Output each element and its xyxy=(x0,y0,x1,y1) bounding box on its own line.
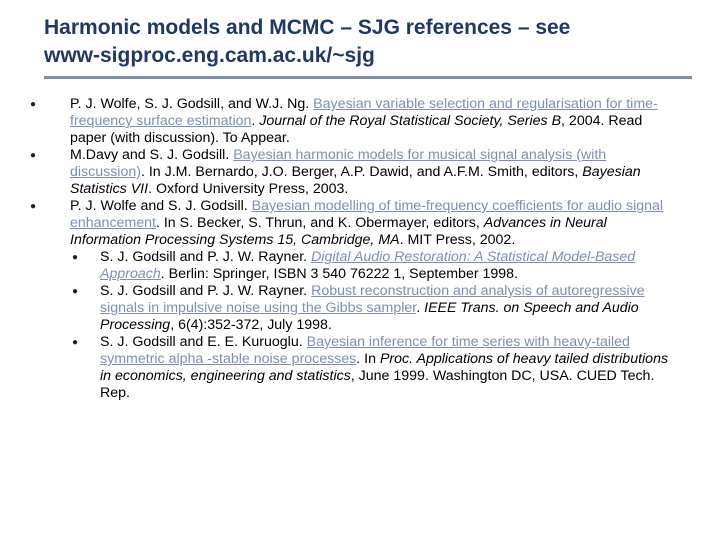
sub-reference-item xyxy=(70,283,680,334)
sub-reference-item xyxy=(70,334,680,402)
title-line-2: www-sigproc.eng.cam.ac.uk/~sjg xyxy=(44,44,375,67)
reference-link[interactable]: Bayesian harmonic models for musical signal analysis (with discussion) xyxy=(70,147,607,180)
reference-authors: S. J. Godsill and P. J. W. Rayner. xyxy=(100,283,312,299)
reference-link[interactable]: Robust reconstruction and analysis of autoregressive signals in impulsive noise using the Gibbs sampler xyxy=(100,283,645,316)
sub-reference-item xyxy=(70,249,680,283)
reference-item xyxy=(30,147,680,198)
reference-details: , 6(4):352-372, July 1998. xyxy=(170,317,332,333)
reference-details: , 2004. Read paper (with discussion). To Appear. xyxy=(70,113,643,146)
title-divider xyxy=(44,76,692,79)
reference-text: . In xyxy=(356,351,380,367)
reference-details: . Oxford University Press, 2003. xyxy=(148,181,349,197)
reference-link[interactable]: Bayesian inference for time series with heavy-tailed symmetric alpha -stable noise processes xyxy=(100,334,630,367)
bullet-icon: ● xyxy=(72,337,79,348)
reference-text: . xyxy=(416,300,425,316)
bullet-icon: ● xyxy=(30,201,37,212)
title-line-1: Harmonic models and MCMC – SJG references – see xyxy=(44,16,571,39)
reference-link[interactable]: Digital Audio Restoration: A Statistical Model-Based Approach xyxy=(100,249,636,282)
reference-link[interactable]: Bayesian modelling of time-frequency coefficients for audio signal enhancement xyxy=(70,198,664,231)
bullet-icon: ● xyxy=(30,99,37,110)
reference-details: . MIT Press, 2002. xyxy=(399,232,516,248)
reference-authors: S. J. Godsill and E. E. Kuruoglu. xyxy=(100,334,307,350)
bullet-icon: ● xyxy=(30,150,37,161)
sub-reference-list xyxy=(70,249,680,402)
bullet-icon: ● xyxy=(72,286,79,297)
reference-list xyxy=(30,96,680,402)
slide-title xyxy=(44,14,694,70)
reference-venue: Bayesian Statistics VII xyxy=(70,164,641,197)
reference-venue: IEEE Trans. on Speech and Audio Processing xyxy=(100,300,639,333)
reference-text: . In J.M. Bernardo, J.O. Berger, A.P. Dawid, and A.F.M. Smith, editors, xyxy=(140,164,583,180)
reference-authors: P. J. Wolfe, S. J. Godsill, and W.J. Ng. xyxy=(70,96,314,112)
reference-item xyxy=(30,96,680,147)
reference-item xyxy=(30,198,680,402)
reference-authors: S. J. Godsill and P. J. W. Rayner. xyxy=(100,249,312,265)
reference-venue: Advances in Neural Information Processing Systems 15, Cambridge, MA xyxy=(70,215,607,248)
reference-authors: M.Davy and S. J. Godsill. xyxy=(70,147,234,163)
reference-text: . xyxy=(251,113,260,129)
reference-authors: P. J. Wolfe and S. J. Godsill. xyxy=(70,198,252,214)
reference-details: , June 1999. Washington DC, USA. CUED Tech. Rep. xyxy=(100,368,655,401)
reference-text: . Berlin: Springer, ISBN 3 540 76222 1, September 1998. xyxy=(160,266,519,282)
reference-venue: Journal of the Royal Statistical Society, Series B xyxy=(259,113,562,129)
reference-text: . In S. Becker, S. Thrun, and K. Obermayer, editors, xyxy=(155,215,484,231)
reference-venue: Proc. Applications of heavy tailed distributions in economics, engineering and statistics xyxy=(100,351,669,384)
reference-link[interactable]: Bayesian variable selection and regularisation for time-frequency surface estimation xyxy=(70,96,658,129)
bullet-icon: ● xyxy=(72,252,79,263)
